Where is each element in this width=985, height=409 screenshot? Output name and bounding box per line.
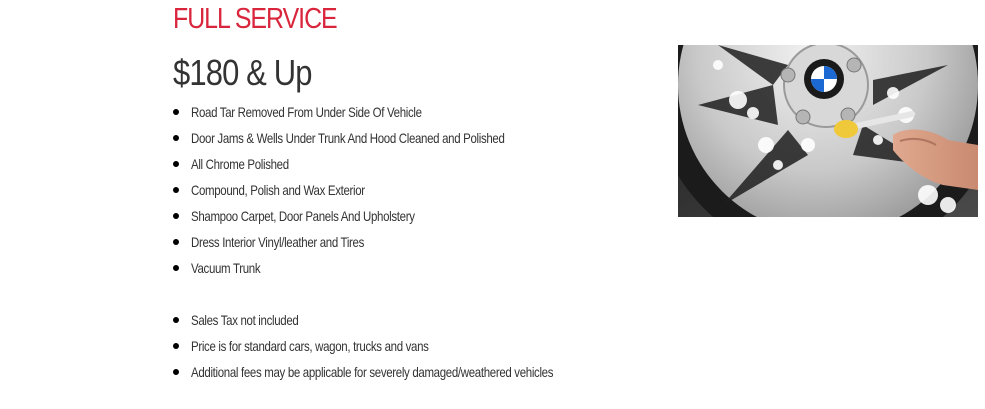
bullet-icon bbox=[173, 161, 179, 167]
list-item bbox=[173, 151, 653, 177]
bullet-icon bbox=[173, 135, 179, 141]
bullet-icon bbox=[173, 109, 179, 115]
bullet-icon bbox=[173, 187, 179, 193]
bullet-icon bbox=[173, 343, 179, 349]
list-item-text: Shampoo Carpet, Door Panels And Upholstery bbox=[191, 208, 415, 224]
list-item bbox=[173, 229, 653, 255]
list-item bbox=[173, 203, 653, 229]
bullet-icon bbox=[173, 213, 179, 219]
feature-list bbox=[173, 99, 653, 281]
bullet-icon bbox=[173, 265, 179, 271]
list-item-text: Vacuum Trunk bbox=[191, 260, 261, 276]
notes-list bbox=[173, 307, 653, 385]
list-item bbox=[173, 99, 653, 125]
service-price: $180 & Up bbox=[173, 52, 312, 93]
list-item-text: Sales Tax not included bbox=[191, 312, 299, 328]
list-item bbox=[173, 125, 653, 151]
list-item-text: Additional fees may be applicable for severely damaged/weathered vehicles bbox=[191, 364, 554, 380]
bullet-icon bbox=[173, 239, 179, 245]
service-title: FULL SERVICE bbox=[173, 3, 337, 35]
list-item-text: Price is for standard cars, wagon, trucks and vans bbox=[191, 338, 429, 354]
list-item bbox=[173, 359, 653, 385]
list-item bbox=[173, 255, 653, 281]
bullet-icon bbox=[173, 317, 179, 323]
list-item-text: Road Tar Removed From Under Side Of Vehicle bbox=[191, 104, 422, 120]
list-item-text: Compound, Polish and Wax Exterior bbox=[191, 182, 365, 198]
wheel-cleaning-photo bbox=[678, 45, 978, 217]
bullet-icon bbox=[173, 369, 179, 375]
list-item bbox=[173, 333, 653, 359]
list-item-text: Door Jams & Wells Under Trunk And Hood Cleaned and Polished bbox=[191, 130, 505, 146]
list-item-text: All Chrome Polished bbox=[191, 156, 289, 172]
list-item bbox=[173, 307, 653, 333]
list-item-text: Dress Interior Vinyl/leather and Tires bbox=[191, 234, 365, 250]
service-content bbox=[173, 0, 653, 385]
list-item bbox=[173, 177, 653, 203]
